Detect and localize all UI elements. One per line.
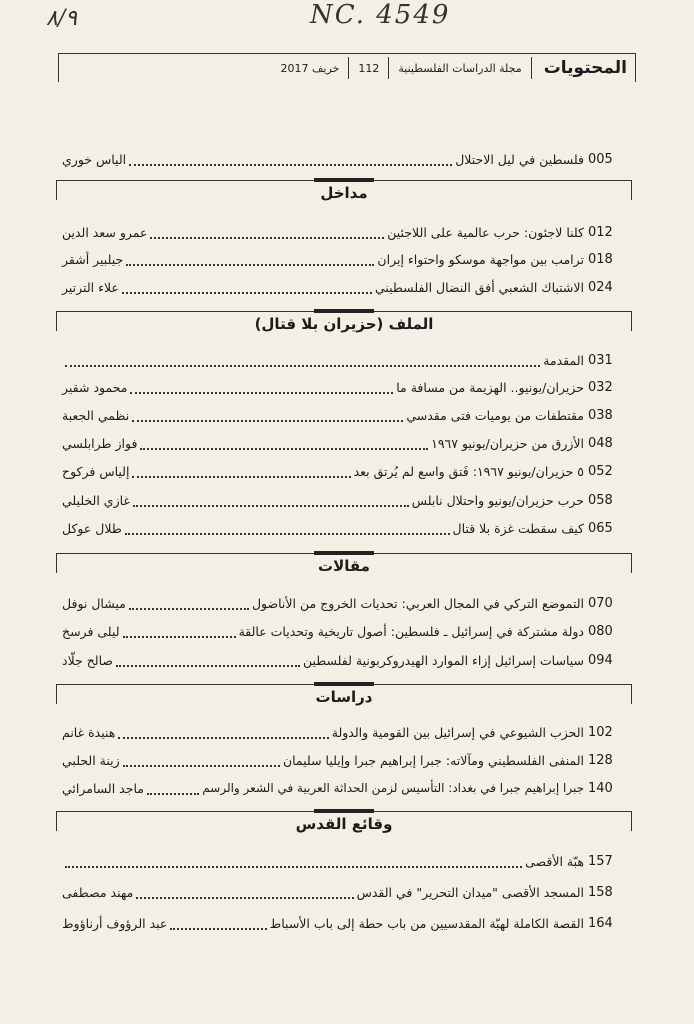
article-title: الاشتباك الشعبي أفق النضال الفلسطيني [374, 279, 584, 295]
article-author: زينة الحلبي [62, 752, 120, 768]
leader-dots [133, 493, 409, 507]
leader-dots [136, 885, 353, 899]
leader-dots [123, 753, 280, 767]
toc-entry[interactable] [62, 882, 630, 902]
page-number: 102 [588, 724, 613, 740]
section-title: مداخل [320, 184, 368, 202]
toc-entry[interactable] [62, 461, 630, 481]
toc-entry[interactable] [62, 621, 630, 641]
section-title: الملف (حزيران بلا قتال) [254, 315, 434, 333]
page-number: 158 [588, 884, 613, 900]
leader-dots [130, 380, 393, 394]
leader-dots [122, 280, 372, 294]
section-title: دراسات [315, 688, 373, 706]
toc-entry[interactable] [62, 851, 630, 871]
article-author: إلياس فركوح [62, 463, 130, 479]
leader-dots [129, 596, 249, 610]
leader-dots [126, 252, 374, 266]
page-number: 094 [588, 652, 613, 668]
divider [348, 57, 349, 79]
toc-entry[interactable] [62, 650, 630, 670]
article-title: التموضع التركي في المجال العربي: تحديات الخروج من الأناضول [251, 595, 584, 611]
article-title: جبرا إبراهيم جبرا في بغداد: التأسيس لزمن الحداثة العربية في الشعر والرسم [202, 781, 584, 795]
page-number: 052 [588, 463, 613, 479]
article-title: المقدمة [543, 352, 584, 368]
article-author: مهند مصطفى [62, 884, 134, 900]
issue-number: 112 [358, 61, 380, 75]
article-author: فواز طرابلسي [62, 435, 138, 451]
article-author: صالح جلّاد [62, 652, 114, 668]
leader-dots [170, 916, 266, 930]
article-title: المسجد الأقصى "ميدان التحرير" في القدس [356, 884, 584, 900]
page-number: 031 [588, 352, 613, 368]
page-number: 038 [588, 407, 613, 423]
toc-entry[interactable] [62, 405, 630, 425]
article-title: مقتطفات من يوميات فتى مقدسي [406, 407, 584, 423]
article-author: علاء الترتير [62, 279, 119, 295]
article-title: حزيران/يونيو.. الهزيمة من مسافة ما [396, 379, 584, 395]
toc-entry[interactable] [62, 433, 630, 453]
section-title: مقالات [318, 557, 370, 575]
page-number: 018 [588, 251, 613, 267]
article-author: عمرو سعد الدين [62, 224, 148, 240]
page-title: المحتويات [543, 58, 627, 78]
page-number: 164 [588, 915, 613, 931]
leader-dots [132, 464, 350, 478]
page-number: 128 [588, 752, 613, 768]
leader-dots [118, 725, 328, 739]
page-number: 140 [588, 780, 613, 796]
article-author: محمود شقير [62, 379, 128, 395]
section-header [56, 811, 632, 837]
handwritten-note-left: ٨/٩ [46, 6, 78, 31]
article-author: الياس خوري [62, 151, 127, 167]
toc-entry[interactable] [62, 277, 630, 297]
toc-entry[interactable] [62, 490, 630, 510]
article-author: ليلى فرسخ [62, 623, 120, 639]
page-number: 032 [588, 379, 613, 395]
article-author: هنيدة غانم [62, 724, 116, 740]
leader-dots [140, 436, 428, 450]
page-number: 157 [588, 853, 613, 869]
journal-name: مجلة الدراسات الفلسطينية [398, 61, 522, 75]
article-author: عبد الرؤوف أرناؤوط [62, 915, 168, 931]
leader-dots [116, 653, 300, 667]
toc-entry[interactable] [62, 593, 630, 613]
article-author: طلال عوكل [62, 520, 122, 536]
article-title: المنفى الفلسطيني ومآلاته: جبرا إبراهيم جبرا وإيليا سليمان [282, 752, 584, 768]
article-title: الحزب الشيوعي في إسرائيل بين القومية والدولة [331, 724, 584, 740]
issue-season: خريف 2017 [280, 61, 340, 75]
page-number: 065 [588, 520, 613, 536]
article-title: ٥ حزيران/يونيو ١٩٦٧: فَتق واسع لم يُرتق بعد [353, 463, 584, 479]
leader-dots [125, 521, 450, 535]
divider [531, 57, 532, 79]
leader-dots [129, 152, 452, 166]
section-header [56, 180, 632, 206]
toc-entry[interactable] [62, 518, 630, 538]
article-title: ترامب بين مواجهة موسكو واحتواء إيران [377, 251, 584, 267]
article-title: هبّة الأقصى [525, 853, 584, 869]
page-number: 070 [588, 595, 613, 611]
section-header [56, 553, 632, 579]
toc-entry[interactable] [62, 149, 630, 169]
section-title: وقائع القدس [295, 815, 393, 833]
toc-entry[interactable] [62, 750, 630, 770]
article-title: الأزرق من حزيران/يونيو ١٩٦٧ [431, 435, 584, 451]
divider [388, 57, 389, 79]
page-number: 048 [588, 435, 613, 451]
section-header [56, 684, 632, 710]
article-title: القصة الكاملة لهبّة المقدسيين من باب حطة إلى باب الأسباط [269, 915, 584, 931]
leader-dots [150, 225, 384, 239]
leader-dots [65, 854, 522, 868]
leader-dots [147, 781, 199, 795]
article-title: سياسات إسرائيل إزاء الموارد الهيدروكربونية لفلسطين [302, 652, 584, 668]
toc-entry[interactable] [62, 249, 630, 269]
article-author: ماجد السامرائي [62, 780, 144, 796]
section-header [56, 311, 632, 337]
page-number: 024 [588, 279, 613, 295]
toc-entry[interactable] [62, 778, 630, 798]
article-author: نظمي الجعبة [62, 407, 130, 423]
page-number: 080 [588, 623, 613, 639]
toc-entry[interactable] [62, 377, 630, 397]
article-title: فلسطين في ليل الاحتلال [455, 151, 584, 167]
handwritten-catalog-number: NC. 4549 [310, 0, 451, 30]
toc-entry[interactable] [62, 722, 630, 742]
article-author: غازي الخليلي [62, 492, 130, 508]
page-number: 058 [588, 492, 613, 508]
toc-entry[interactable] [62, 913, 630, 933]
article-title: حرب حزيران/يونيو واحتلال نابلس [411, 492, 584, 508]
article-title: كلنا لاجئون: حرب عالمية على اللاجئين [387, 224, 584, 240]
masthead [58, 53, 636, 82]
leader-dots [132, 408, 403, 422]
article-author: جيلبير أشقر [62, 251, 124, 267]
page-number: 005 [588, 151, 613, 167]
page-number: 012 [588, 224, 613, 240]
article-author: ميشال نوفل [62, 595, 126, 611]
toc-entry[interactable] [62, 222, 630, 242]
toc-entry[interactable] [62, 350, 630, 370]
article-title: كيف سقطت غزة بلا قتال [452, 520, 584, 536]
article-title: دولة مشتركة في إسرائيل ـ فلسطين: أصول تاريخية وتحديات عالقة [238, 623, 584, 639]
leader-dots [65, 353, 540, 367]
leader-dots [123, 624, 236, 638]
